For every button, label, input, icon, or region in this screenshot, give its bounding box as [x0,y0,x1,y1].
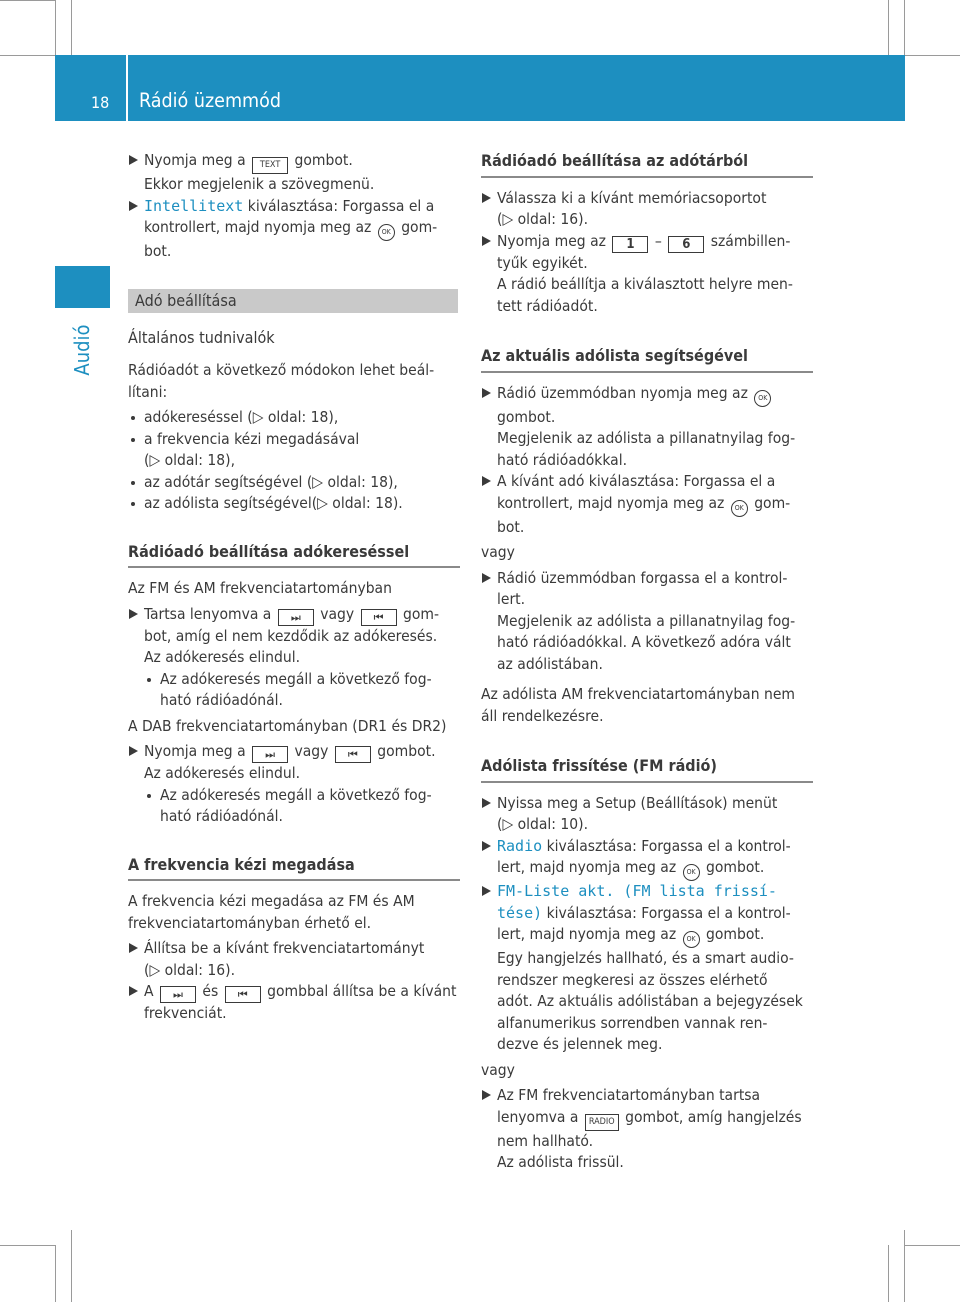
seek-back-key-icon: ⏮ [361,609,397,626]
bullet-icon [147,678,151,682]
crop-mark [0,55,56,56]
step-result: adót. Az aktuális adólistában a bejegyzések [497,992,803,1010]
menu-item-name: tése) [497,903,543,922]
ok-button-icon: OK [683,864,700,881]
step-text: Nyissa meg a Setup (Beállítások) menüt [497,793,778,812]
step-result: tett rádióadót. [497,296,598,315]
radio-key-icon: RADIO [585,1114,619,1131]
step-arrow-icon [482,886,491,896]
instruction-step [481,1085,813,1107]
step-text: vagy [320,604,355,623]
step-result: Az adókeresés elindul. [144,764,300,782]
bullet-icon [131,438,135,442]
step-result: Ekkor megjelenik a szövegmenü. [144,175,375,193]
step-text: bot. [497,517,525,536]
ok-button-icon: OK [683,931,700,948]
instruction-step [481,188,813,210]
step-text: Tartsa lenyomva a [144,604,272,623]
step-result: rendszer megkeresi az összes elérhető [497,970,768,989]
section-title-text: Adó beállítása [135,290,237,310]
step-text: kontrollert, majd nyomja meg az [144,218,372,236]
instruction-step [128,981,460,1003]
right-column [481,150,813,1174]
step-text: gombot. [377,742,436,760]
step-text [481,1107,813,1131]
step-text: gombot. [706,925,765,943]
step-arrow-icon [129,609,138,619]
crop-mark [71,0,72,56]
paragraph: lítani: [128,382,168,401]
instruction-step [481,836,813,858]
list-text: (▷ oldal: 18), [144,451,236,469]
step-result: Egy hangjelzés hallható, és a smart audio- [497,949,794,967]
step-text: gombot. [294,151,353,169]
step-text: tyűk egyikét. [497,253,588,272]
list-text: ható rádióadónál. [160,691,283,709]
page-title: Rádió üzemmód [139,89,282,112]
paragraph: frekvenciatartományban érhető el. [128,913,372,932]
step-text: A kívánt adó kiválasztása: Forgassa el a [497,472,776,490]
step-arrow-icon [482,1090,491,1100]
step-text: bot, amíg el nem kezdődik az adókeresés. [144,626,438,645]
section-heading: A frekvencia kézi megadása [128,854,460,882]
step-arrow-icon [482,476,491,486]
step-text: gom- [754,493,791,512]
step-result: Az adólista frissül. [497,1153,624,1171]
step-arrow-icon [482,573,491,583]
step-text: gom- [403,604,440,623]
step-text: lert, majd nyomja meg az [497,925,677,943]
page-header [55,55,905,121]
step-text: Rádió üzemmódban forgassa el a kontrol- [497,568,788,587]
step-arrow-icon [482,798,491,808]
list-text: az adólista segítségével(▷ oldal: 18). [144,494,403,512]
step-text: Állítsa be a kívánt frekvenciatartományt [144,939,425,957]
step-text: kiválasztása: Forgassa el a [243,196,435,215]
menu-item-name: FM-Liste akt. (FM lista frissí- [497,882,777,900]
step-text: (▷ oldal: 10). [497,815,589,833]
step-text: bot. [144,242,172,260]
step-arrow-icon [129,986,138,996]
crop-mark [888,0,889,56]
instruction-step [128,741,460,763]
step-text: Nyomja meg az [497,231,606,250]
step-text: gombot. [706,858,765,876]
step-text: – [654,231,662,250]
paragraph: Az FM és AM frekvenciatartományban [128,579,392,597]
crop-mark [0,0,56,1]
list-text: ható rádióadónál. [160,807,283,825]
section-heading: Adólista frissítése (FM rádió) [481,755,813,783]
list-item [128,472,460,494]
step-text: lert, majd nyomja meg az [497,858,677,876]
step-result: ható rádióadókkal. [497,450,627,469]
paragraph: Rádióadót a következő módokon lehet beál- [128,361,435,379]
step-text: A [144,982,154,1000]
seek-back-key-icon: ⏮ [335,746,371,763]
paragraph: A DAB frekvenciatartományban (DR1 és DR2) [128,716,447,735]
crop-mark [904,1230,905,1302]
list-item [144,785,460,807]
instruction-step [128,196,460,218]
section-title [128,289,460,311]
ok-button-icon: OK [378,224,395,241]
step-text: számbillen- [710,231,791,250]
or-separator: vagy [481,1060,515,1079]
step-text [481,857,813,881]
crop-mark [55,0,56,56]
step-result: az adólistában. [497,654,603,673]
side-tab-marker [55,266,110,308]
step-text: kiválasztása: Forgassa el a kontrol- [542,903,791,922]
list-item [128,407,460,429]
step-result: ható rádióadókkal. A következő adóra vált [497,633,791,651]
step-text: Az FM frekvenciatartományban tartsa [497,1086,761,1104]
seek-forward-key-icon: ⏭ [252,746,288,763]
step-result: alfanumerikus sorrendben vannak ren- [497,1013,768,1032]
step-result: A rádió beállítja a kiválasztott helyre men- [497,275,793,293]
instruction-step [481,793,813,815]
list-text: adókereséssel (▷ oldal: 18), [144,408,339,426]
ok-button-icon: OK [754,390,771,407]
step-text [481,903,813,925]
instruction-step [481,881,813,903]
seek-back-key-icon: ⏮ [225,986,261,1003]
list-text: az adótár segítségével (▷ oldal: 18), [144,472,398,491]
step-text: Nyomja meg a [144,151,246,169]
step-arrow-icon [129,746,138,756]
step-text: (▷ oldal: 16). [497,210,589,228]
bullet-icon [131,416,135,420]
left-column [128,150,460,1025]
subheading: Általános tudnivalók [128,327,275,347]
instruction-step [481,383,813,407]
step-arrow-icon [482,193,491,203]
seek-forward-key-icon: ⏭ [160,986,196,1003]
page-number: 18 [91,93,110,112]
list-text: Az adókeresés megáll a következő fog- [160,785,432,804]
step-text [481,493,813,517]
instruction-step [128,938,460,960]
instruction-step [481,568,813,590]
header-divider [126,55,128,121]
crop-mark [888,1245,889,1302]
section-heading: Rádióadó beállítása az adótárból [481,150,813,178]
bullet-icon [131,502,135,506]
step-arrow-icon [129,155,138,165]
step-arrow-icon [482,841,491,851]
list-item [144,669,460,691]
crop-mark [55,1245,56,1302]
step-arrow-icon [482,388,491,398]
seek-forward-key-icon: ⏭ [278,609,314,626]
step-text: Rádió üzemmódban nyomja meg az [497,383,748,402]
step-result: Megjelenik az adólista a pillanatnyilag fog- [497,429,796,447]
side-tab-label: Audió [70,324,94,376]
menu-item-name: Radio [497,836,543,855]
paragraph: Az adólista AM frekvenciatartományban nem [481,685,795,703]
crop-mark [0,1245,56,1246]
paragraph: A frekvencia kézi megadása az FM és AM [128,892,415,910]
step-result: Az adókeresés elindul. [144,648,300,666]
step-text: gombbal állítsa be a kívánt [267,982,457,1000]
number-key-6-icon: 6 [668,236,704,253]
crop-mark [904,0,905,56]
step-text: gombot. [497,407,556,426]
step-text: nem hallható. [497,1131,594,1150]
step-text: Nyomja meg a [144,742,246,760]
bullet-icon [131,481,135,485]
section-heading: Rádióadó beállítása adókereséssel [128,541,460,569]
paragraph: áll rendelkezésre. [481,706,604,725]
list-item [128,429,460,451]
list-text: a frekvencia kézi megadásával [144,429,360,448]
ok-button-icon: OK [731,500,748,517]
step-text: kiválasztása: Forgassa el a kontrol- [542,836,791,855]
step-text: kontrollert, majd nyomja meg az [497,493,725,512]
bullet-icon [147,794,151,798]
step-arrow-icon [129,201,138,211]
step-text: lenyomva a [497,1107,579,1126]
instruction-step [128,150,460,174]
step-text: gom- [401,218,438,236]
instruction-step [128,604,460,626]
crop-mark [71,1230,72,1302]
step-text: lert. [497,590,526,608]
list-item [128,493,460,515]
section-heading: Az aktuális adólista segítségével [481,345,813,373]
step-result: Megjelenik az adólista a pillanatnyilag fog- [497,611,796,630]
step-result: dezve és jelennek meg. [497,1035,663,1053]
step-arrow-icon [482,236,491,246]
step-text [481,924,813,948]
step-text: Válassza ki a kívánt memóriacsoportot [497,188,767,207]
menu-item-name: Intellitext [144,196,244,215]
step-text: gombot, amíg hangjelzés [625,1107,802,1126]
step-arrow-icon [129,943,138,953]
step-text: vagy [294,742,329,760]
text-key-icon: TEXT [252,157,288,174]
step-text: és [202,982,219,1000]
crop-mark [904,1245,960,1246]
instruction-step [481,471,813,493]
step-text: (▷ oldal: 16). [144,960,236,979]
list-text: Az adókeresés megáll a következő fog- [160,669,432,688]
instruction-step [481,231,813,253]
or-separator: vagy [481,543,515,561]
number-key-1-icon: 1 [612,236,648,253]
step-text: frekvenciát. [144,1004,227,1022]
crop-mark [904,55,960,56]
step-text [128,217,460,241]
